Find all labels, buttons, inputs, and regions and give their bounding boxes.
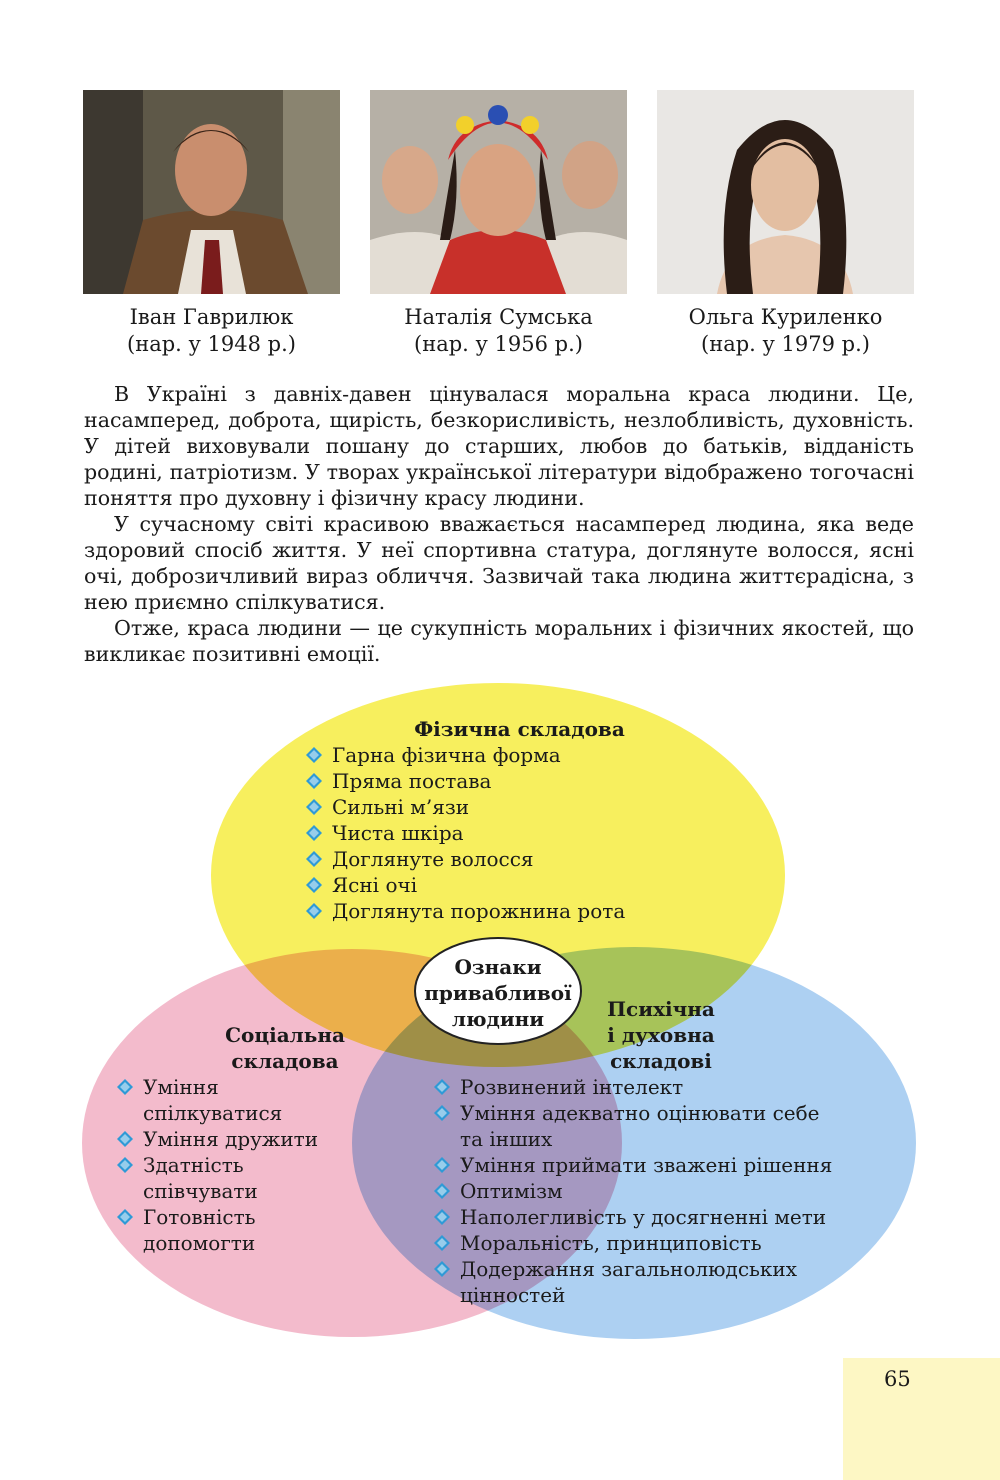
caption-name: Ольга Куриленко [688,305,883,329]
item-line: Уміння дружити [143,1127,319,1151]
item-text: Доглянуте волосся [332,847,534,871]
diamond-bullet-icon [306,877,322,893]
diamond-bullet-icon [434,1209,450,1225]
item-line: співчувати [143,1179,258,1203]
item-line: Оптимізм [460,1179,563,1203]
list-item [113,1204,353,1256]
item-line: Розвинений інтелект [460,1075,684,1099]
diamond-bullet-icon [434,1105,450,1121]
title-line: Соціальна [225,1023,345,1047]
item-text: Гарна фізична форма [332,743,561,767]
diamond-bullet-icon [434,1183,450,1199]
list-item [302,768,702,794]
list-item [302,742,702,768]
item-text: Пряма постава [332,769,492,793]
caption-years: (нар. у 1948 р.) [127,332,296,356]
item-text: Ясні очі [332,873,418,897]
list-item [302,794,702,820]
item-text: Доглянута порожнина рота [332,899,626,923]
item-line: допомогти [143,1231,256,1255]
title-line: складові [610,1049,712,1073]
diamond-bullet-icon [306,799,322,815]
page-number: 65 [884,1367,911,1391]
center-line: привабливої [424,981,572,1005]
physical-title: Фізична складова [414,717,625,741]
list-item [113,1074,353,1126]
title-line: Психічна [607,997,715,1021]
item-text: Сильні м’язи [332,795,470,819]
center-line: Ознаки [454,955,542,979]
physical-section [302,716,702,924]
diamond-bullet-icon [434,1261,450,1277]
paragraph: В Україні з давніх-давен цінувалася моральна краса людини. Це, насамперед, доброта, щирість, безкорисливість, незлобливість, духовність. У дітей виховували пошану до старших, любов до батьків, відданість родині, патріотизм. У творах української літератури відображено тогочасні поняття про духовну і фізичну красу людини. [84,382,914,510]
item-line: Здатність [143,1153,244,1177]
caption-years: (нар. у 1956 р.) [414,332,583,356]
diamond-bullet-icon [306,747,322,763]
diamond-bullet-icon [117,1209,133,1225]
diamond-bullet-icon [117,1157,133,1173]
item-line: та інших [460,1127,553,1151]
psychic-list [430,1074,880,1308]
list-item [430,1152,880,1178]
diamond-bullet-icon [306,825,322,841]
social-title [220,1022,350,1074]
item-line: цінностей [460,1283,566,1307]
list-item [302,846,702,872]
item-line: Моральність, принциповість [460,1231,762,1255]
list-item [113,1126,353,1152]
list-item [302,872,702,898]
item-line: Додержання загальнолюдських [460,1257,798,1281]
caption-name: Іван Гаврилюк [129,305,294,329]
list-item [430,1204,880,1230]
title-line: і духовна [607,1023,715,1047]
diamond-bullet-icon [306,903,322,919]
list-item [302,820,702,846]
center-line: людини [451,1007,545,1031]
diamond-bullet-icon [306,851,322,867]
list-item [430,1230,880,1256]
item-line: Уміння адекватно оцінювати себе [460,1101,820,1125]
title-line: складова [231,1049,339,1073]
item-text: Чиста шкіра [332,821,464,845]
social-list [113,1074,353,1256]
item-line: спілкуватися [143,1101,283,1125]
diamond-bullet-icon [434,1157,450,1173]
list-item [302,898,702,924]
center-label [415,954,581,1032]
diamond-bullet-icon [306,773,322,789]
diamond-bullet-icon [117,1079,133,1095]
psychic-title [596,996,726,1074]
caption-years: (нар. у 1979 р.) [701,332,870,356]
paragraph: У сучасному світі красивою вважається насамперед людина, яка веде здоровий спосіб життя. У неї спортивна статура, доглянуте волосся, ясні очі, доброзичливий вираз обличчя. Зазвичай така людина життєрадісна, з нею приємно спілкуватися. [84,512,914,614]
item-line: Уміння [143,1075,219,1099]
diamond-bullet-icon [434,1235,450,1251]
item-line: Наполегливість у досягненні мети [460,1205,827,1229]
diamond-bullet-icon [434,1079,450,1095]
list-item [430,1256,880,1308]
caption-name: Наталія Сумська [404,305,593,329]
list-item [113,1152,353,1204]
list-item [430,1100,880,1152]
paragraph: Отже, краса людини — це сукупність моральних і фізичних якостей, що викликає позитивні емоції. [84,616,914,666]
list-item [430,1074,880,1100]
list-item [430,1178,880,1204]
diamond-bullet-icon [117,1131,133,1147]
page-number-box [843,1358,1000,1480]
item-line: Готовність [143,1205,256,1229]
item-line: Уміння приймати зважені рішення [460,1153,833,1177]
